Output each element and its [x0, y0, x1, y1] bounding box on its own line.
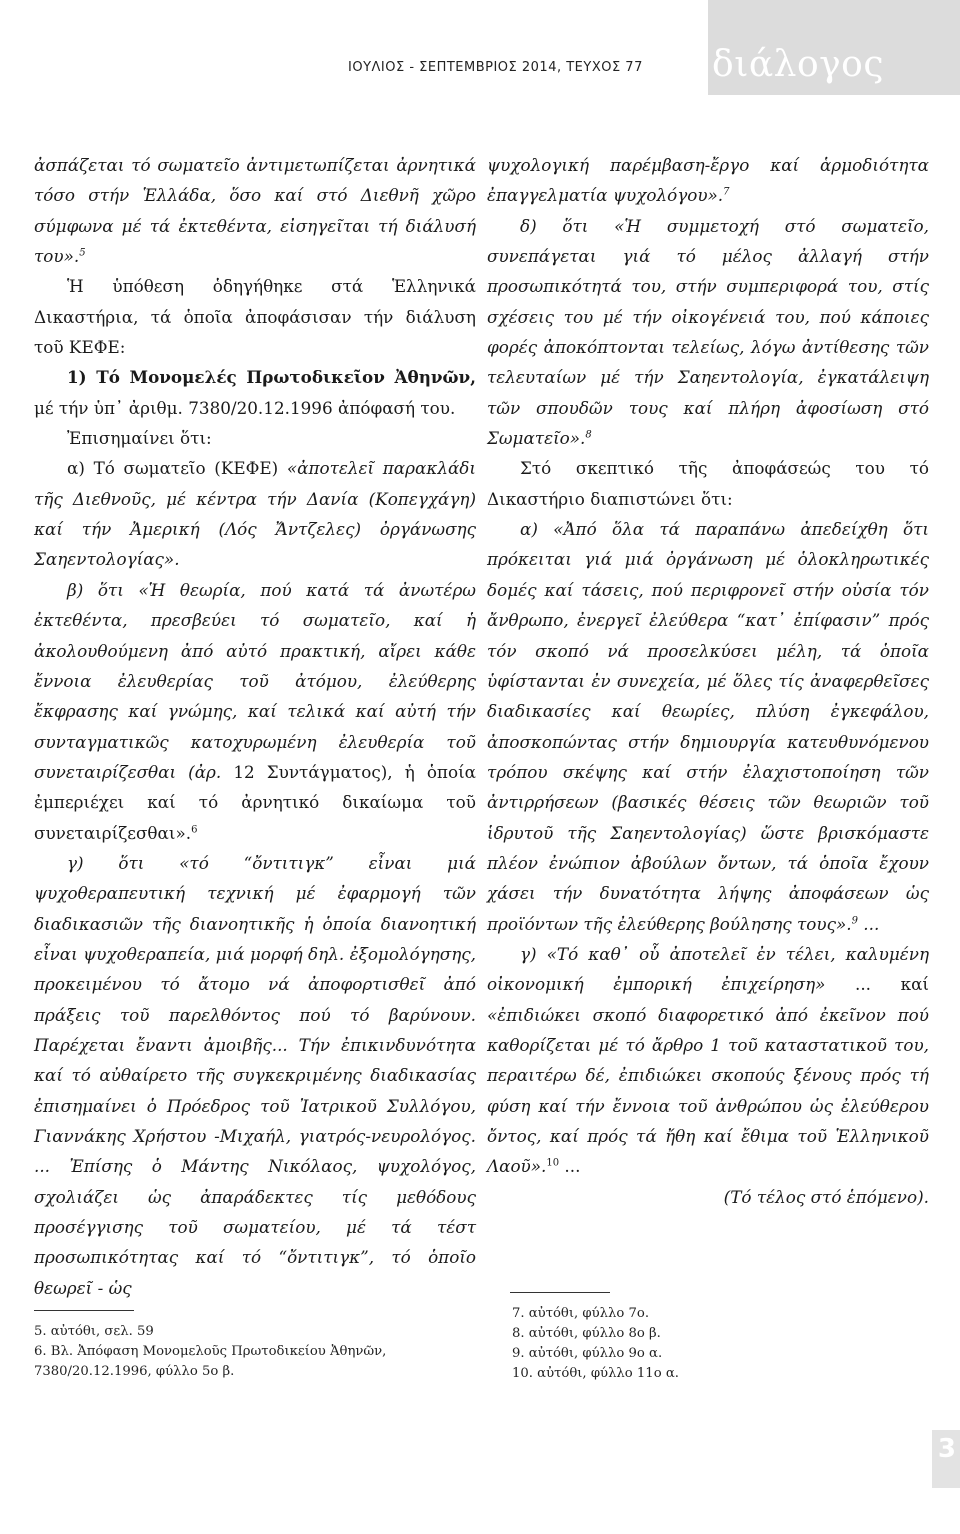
footnote: 8. αὐτόθι, φύλλο 8ο β.: [512, 1326, 661, 1341]
footnote: 5. αὐτόθι, σελ. 59: [34, 1324, 154, 1339]
left-column: [34, 150, 476, 1303]
magazine-logo: διάλογος: [712, 44, 884, 85]
footnote-ref: 9: [851, 915, 858, 926]
paragraph: ψυχολογική παρέμβαση-ἔργο καί ἁρμοδιότητα ἐπαγγελματία ψυχολόγου».$^7$: [487, 155, 929, 206]
paragraph: α) «Ἀπό ὅλα τά παραπάνω ἀπεδείχθη ὅτι πρόκειται γιά μιά ὀργάνωση μέ ὁλοκληρωτικές δομές καί τάσεις, πού περιφρονεῖ στήν οὐσία τόν ἄνθρωπο, ἐνεργεῖ ἐλεύθερα “κατ᾽ ἐπίφασιν” πρός τόν σκοπό νά προσελκύσει μέλη, τά ὁποῖα ὑφίστανται ἐν συνεχεία, μέ ὅλες τίς ἀναφερθεῖσες διαδικασίες καί θεωρίες, πλύση ἐγκεφάλου, ἀποσκοπώντας στήν δημιουργία κατευθυνόμενου τρόπου σκέψης καί στήν ἐλαχιστοποίηση τῶν ἀντιρρήσεων (βασικές θέσεις τῶν θεωριῶν τοῦ ἱδρυτοῦ τῆς Σαηεντολογίας) ὥστε βρισκόμαστε πλέον ἐνώπιον ἀβούλων ὄντων, τά ὁποῖα ἔχουν χάσει τήν δυνατότητα λήψης ἀποφάσεων ὡς προϊόντων τῆς ἐλεύθερης βούλησης τους».$^9$ ...: [487, 519, 929, 934]
paragraph: Ἐπισημαίνει ὅτι:: [67, 428, 212, 449]
paragraph: δ) ὅτι «Ἡ συμμετοχή στό σωματεῖο, συνεπάγεται γιά τό μέλος ἀλλαγή στήν προσωπικότητά του, στήν συμπεριφορά του, στίς σχέσεις του μέ τήν οἰκογένειά του, πού κάποιες φορές ἀποκόπτονται τελείως, λόγω ἀντίθεσης τῶν τελευταίων μέ τήν Σαηεντολογία, ἐγκατάλειψη τῶν σπουδῶν τους καί πλήρη ἀφοσίωση στό Σωματεῖο».$^8$: [487, 215, 929, 449]
footnotes-right: [512, 1304, 932, 1384]
paragraph: β) ὅτι «Ἡ θεωρία, πού κατά τά ἀνωτέρω ἐκτεθέντα, πρεσβεύει τό σωματεῖο, καί ἡ ἀκολουθούμενη ἀπό αὐτό πρακτική, αἴρει κάθε ἔννοια ἐλευθερίας τοῦ ἀτόμου, ἐλεύθερης ἔκφρασης καί γνώμης, καί τελικά καί αὐτή τήν συνταγματικῶς κατοχυρωμένη ἐλευθερία τοῦ συνεταιρίζεσθαι (ἀρ. 12 Συντάγματος), ἡ ὁποία ἐμπεριέχει καί τό ἀρνητικό δικαίωμα τοῦ συνεταιρίζεσθαι».$^6$: [34, 579, 476, 843]
paragraph: Στό σκεπτικό τῆς ἀποφάσεώς του τό Δικαστήριο διαπιστώνει ὅτι:: [487, 458, 929, 509]
magazine-logo-box: [708, 0, 960, 95]
footnotes-left: [34, 1322, 474, 1382]
footnote-ref: 5: [79, 247, 86, 259]
continued-note: (Τό τέλος στό ἑπόμενο).: [723, 1186, 929, 1207]
footnote: 6. Βλ. Ἀπόφαση Μονομελοῦς Πρωτοδικείου Ἀθηνῶν, 7380/20.12.1996, φύλλο 5ο β.: [34, 1344, 387, 1379]
footnote-rule: [510, 1292, 610, 1293]
page-number: 3: [937, 1434, 956, 1464]
footnote: 9. αὐτόθι, φύλλο 9ο α.: [512, 1346, 663, 1361]
court-name: 1) Τό Μονομελές Πρωτοδικεῖον Ἀθηνῶν,: [67, 367, 476, 388]
footnote-rule: [34, 1310, 134, 1311]
paragraph: α) Τό σωματεῖο (ΚΕΦΕ) «ἀποτελεῖ παρακλάδι τῆς Διεθνοῦς, μέ κέντρα τήν Δανία (Κοπεγχάγη) καί τήν Ἀμερική (Λός Ἄντζελες) ὀργάνωσης Σαηεντολογίας».: [34, 458, 476, 570]
paragraph: γ) «Τό καθ᾽ οὗ ἀποτελεῖ ἐν τέλει, καλυμένη οἰκονομική ἐμπορική ἐπιχείρηση» ... καί «ἐπιδιώκει σκοπό διαφορετικό ἀπό ἐκεῖνον πού καθορίζεται μέ τό ἄρθρο 1 τοῦ καταστατικοῦ του, περαιτέρω δέ, ἐπιδιώκει σκοπούς ξένους πρός τή φύση καί τήν ἔννοια τοῦ ἀνθρώπου ὡς ἐλεύθερου ὄντος, καί πρός τά ἤθη καί ἔθιμα τοῦ Ἑλληνικοῦ Λαοῦ».$^{10}$ ...: [487, 943, 929, 1177]
right-column: [487, 150, 929, 1212]
issue-header: ΙΟΥΛΙΟΣ - ΣΕΠΤΕΜΒΡΙΟΣ 2014, ΤΕΥΧΟΣ 77: [348, 60, 643, 75]
footnote: 10. αὐτόθι, φύλλο 11ο α.: [512, 1366, 679, 1381]
paragraph: 1) Τό Μονομελές Πρωτοδικεῖον Ἀθηνῶν, μέ τήν ὑπ᾽ ἀριθμ. 7380/20.12.1996 ἀπόφασή του.: [34, 367, 476, 418]
footnote: 7. αὐτόθι, φύλλο 7ο.: [512, 1306, 650, 1321]
paragraph: ἀσπάζεται τό σωματεῖο ἀντιμετωπίζεται ἀρνητικά τόσο στήν Ἑλλάδα, ὅσο καί στό Διεθνῆ χῶρο σύμφωνα μέ τά ἐκτεθέντα, εἰσηγεῖται τή διάλυσή του».$^5$: [34, 155, 476, 267]
footnote-ref: 7: [723, 186, 730, 198]
footnote-ref: 6: [191, 823, 198, 835]
footnote-ref: 10: [546, 1157, 560, 1169]
paragraph: γ) ὅτι «τό “ὄντιτιγκ” εἶναι μιά ψυχοθεραπευτική τεχνική μέ ἐφαρμογή τῶν διαδικασιῶν τῆς διανοητικῆς ἡ ὁποία διανοητική εἶναι ψυχοθεραπεία, μιά μορφή δηλ. ἐξομολόγησης, προκειμένου τό ἄτομο νά ἀποφορτισθεῖ ἀπό πράξεις τοῦ παρελθόντος πού τό βαρύνουν. Παρέχεται ἔναντι ἀμοιβῆς... Τήν ἐπικινδυνότητα καί τό αὐθαίρετο τῆς συγκεκριμένης διαδικασίας ἐπισημαίνει ὁ Πρόεδρος τοῦ Ἰατρικοῦ Συλλόγου, Γιαννάκης Χρήστου -Μιχαήλ, γιατρός-νευρολόγος. ... Ἐπίσης ὁ Μάντης Νικόλαος, ψυχολόγος, σχολιάζει ὡς ἀπαράδεκτες τίς μεθόδους προσέγγισης τοῦ σωματείου, μέ τά τέστ προσωπικότητας καί τό “ὄντιτιγκ”, τό ὁποῖο θεωρεῖ - ὡς: [34, 852, 476, 1298]
footnote-ref: 8: [585, 429, 592, 441]
paragraph: Ἡ ὑπόθεση ὁδηγήθηκε στά Ἑλληνικά Δικαστήρια, τά ὁποῖα ἀποφάσισαν τήν διάλυση τοῦ ΚΕΦΕ:: [34, 276, 476, 358]
